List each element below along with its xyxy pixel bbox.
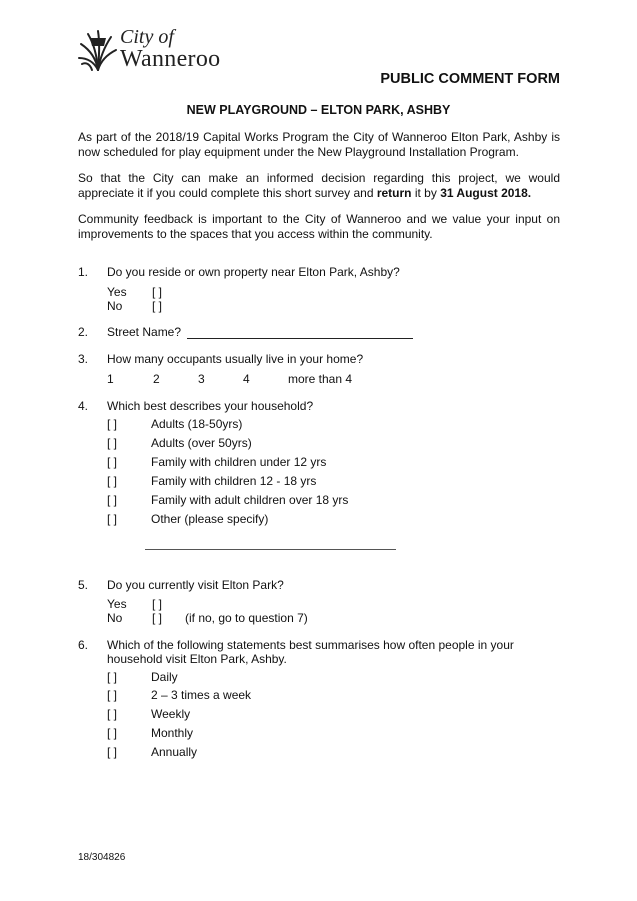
logo-wanneroo: Wanneroo [120, 46, 221, 72]
intro-paragraph-3: Community feedback is important to the City of Wanneroo and we value your input on improvements to the spaces that you access within the community. [78, 212, 560, 241]
q6-option-1: Daily [151, 670, 178, 684]
q3-option-more[interactable]: more than 4 [288, 372, 353, 386]
grass-tree-logo-icon [78, 28, 118, 72]
intro-p2-text-a: So that the City can make an informed decision regarding this project, we would appreciate it if you could complete this short survey and [78, 171, 560, 200]
q5-text: Do you currently visit Elton Park? [107, 578, 284, 592]
other-specify-field[interactable] [145, 549, 396, 550]
q4-checkbox-1[interactable]: [ ] [107, 417, 118, 431]
q4-checkbox-3[interactable]: [ ] [107, 455, 118, 469]
q5-yes-label: Yes [107, 597, 127, 611]
q6-text-line-1: Which of the following statements best summarises how often people in your [107, 638, 514, 652]
intro-paragraph-2 [78, 171, 560, 201]
q1-text: Do you reside or own property near Elton Park, Ashby? [107, 265, 400, 279]
document-reference: 18/304826 [78, 852, 126, 863]
q6-checkbox-3[interactable]: [ ] [107, 707, 118, 721]
q5-no-label: No [107, 611, 123, 625]
q4-text: Which best describes your household? [107, 399, 314, 413]
q4-option-4: Family with children 12 - 18 yrs [151, 474, 317, 488]
intro-p2-deadline: 31 August 2018. [440, 186, 532, 200]
q3-option-1[interactable]: 1 [107, 372, 114, 386]
q1-yes-checkbox[interactable]: [ ] [152, 285, 163, 299]
q1-no-checkbox[interactable]: [ ] [152, 299, 163, 313]
intro-p2-return: return [376, 186, 412, 200]
q2-text: Street Name? [107, 325, 182, 339]
city-logo [78, 26, 238, 74]
street-name-field[interactable] [187, 338, 413, 339]
logo-city-of: City of [120, 26, 174, 48]
q5-number: 5. [78, 578, 89, 592]
q6-checkbox-4[interactable]: [ ] [107, 726, 118, 740]
q1-yes-label: Yes [107, 285, 127, 299]
q6-checkbox-5[interactable]: [ ] [107, 745, 118, 759]
q3-option-3[interactable]: 3 [198, 372, 205, 386]
q4-checkbox-4[interactable]: [ ] [107, 474, 118, 488]
intro-paragraph-1: As part of the 2018/19 Capital Works Program the City of Wanneroo Elton Park, Ashby is now scheduled for play equipment under the New Playground Installation Program. [78, 130, 560, 159]
q6-option-5: Annually [151, 745, 198, 759]
q6-checkbox-2[interactable]: [ ] [107, 688, 118, 702]
q4-checkbox-6[interactable]: [ ] [107, 512, 118, 526]
form-title: PUBLIC COMMENT FORM [380, 71, 560, 87]
q6-number: 6. [78, 638, 89, 652]
q3-option-2[interactable]: 2 [153, 372, 160, 386]
intro-p2-text-b: it by [411, 186, 441, 200]
form-subtitle: NEW PLAYGROUND – ELTON PARK, ASHBY [186, 103, 451, 117]
q4-option-5: Family with adult children over 18 yrs [151, 493, 349, 507]
q6-option-2: 2 – 3 times a week [151, 688, 252, 702]
q4-option-3: Family with children under 12 yrs [151, 455, 327, 469]
q4-option-6: Other (please specify) [151, 512, 269, 526]
q1-no-label: No [107, 299, 123, 313]
q1-number: 1. [78, 265, 89, 279]
q3-option-4[interactable]: 4 [243, 372, 250, 386]
q4-checkbox-2[interactable]: [ ] [107, 436, 118, 450]
q4-number: 4. [78, 399, 89, 413]
q4-option-1: Adults (18-50yrs) [151, 417, 243, 431]
q4-option-2: Adults (over 50yrs) [151, 436, 252, 450]
q6-option-3: Weekly [151, 707, 191, 721]
q4-checkbox-5[interactable]: [ ] [107, 493, 118, 507]
q5-no-checkbox[interactable]: [ ] [152, 611, 163, 625]
q5-yes-checkbox[interactable]: [ ] [152, 597, 163, 611]
q6-option-4: Monthly [151, 726, 194, 740]
q5-no-note: (if no, go to question 7) [185, 611, 308, 625]
q2-number: 2. [78, 325, 89, 339]
q3-number: 3. [78, 352, 89, 366]
q6-text-line-2: household visit Elton Park, Ashby. [107, 652, 287, 666]
q3-text: How many occupants usually live in your home? [107, 352, 364, 366]
q6-checkbox-1[interactable]: [ ] [107, 670, 118, 684]
